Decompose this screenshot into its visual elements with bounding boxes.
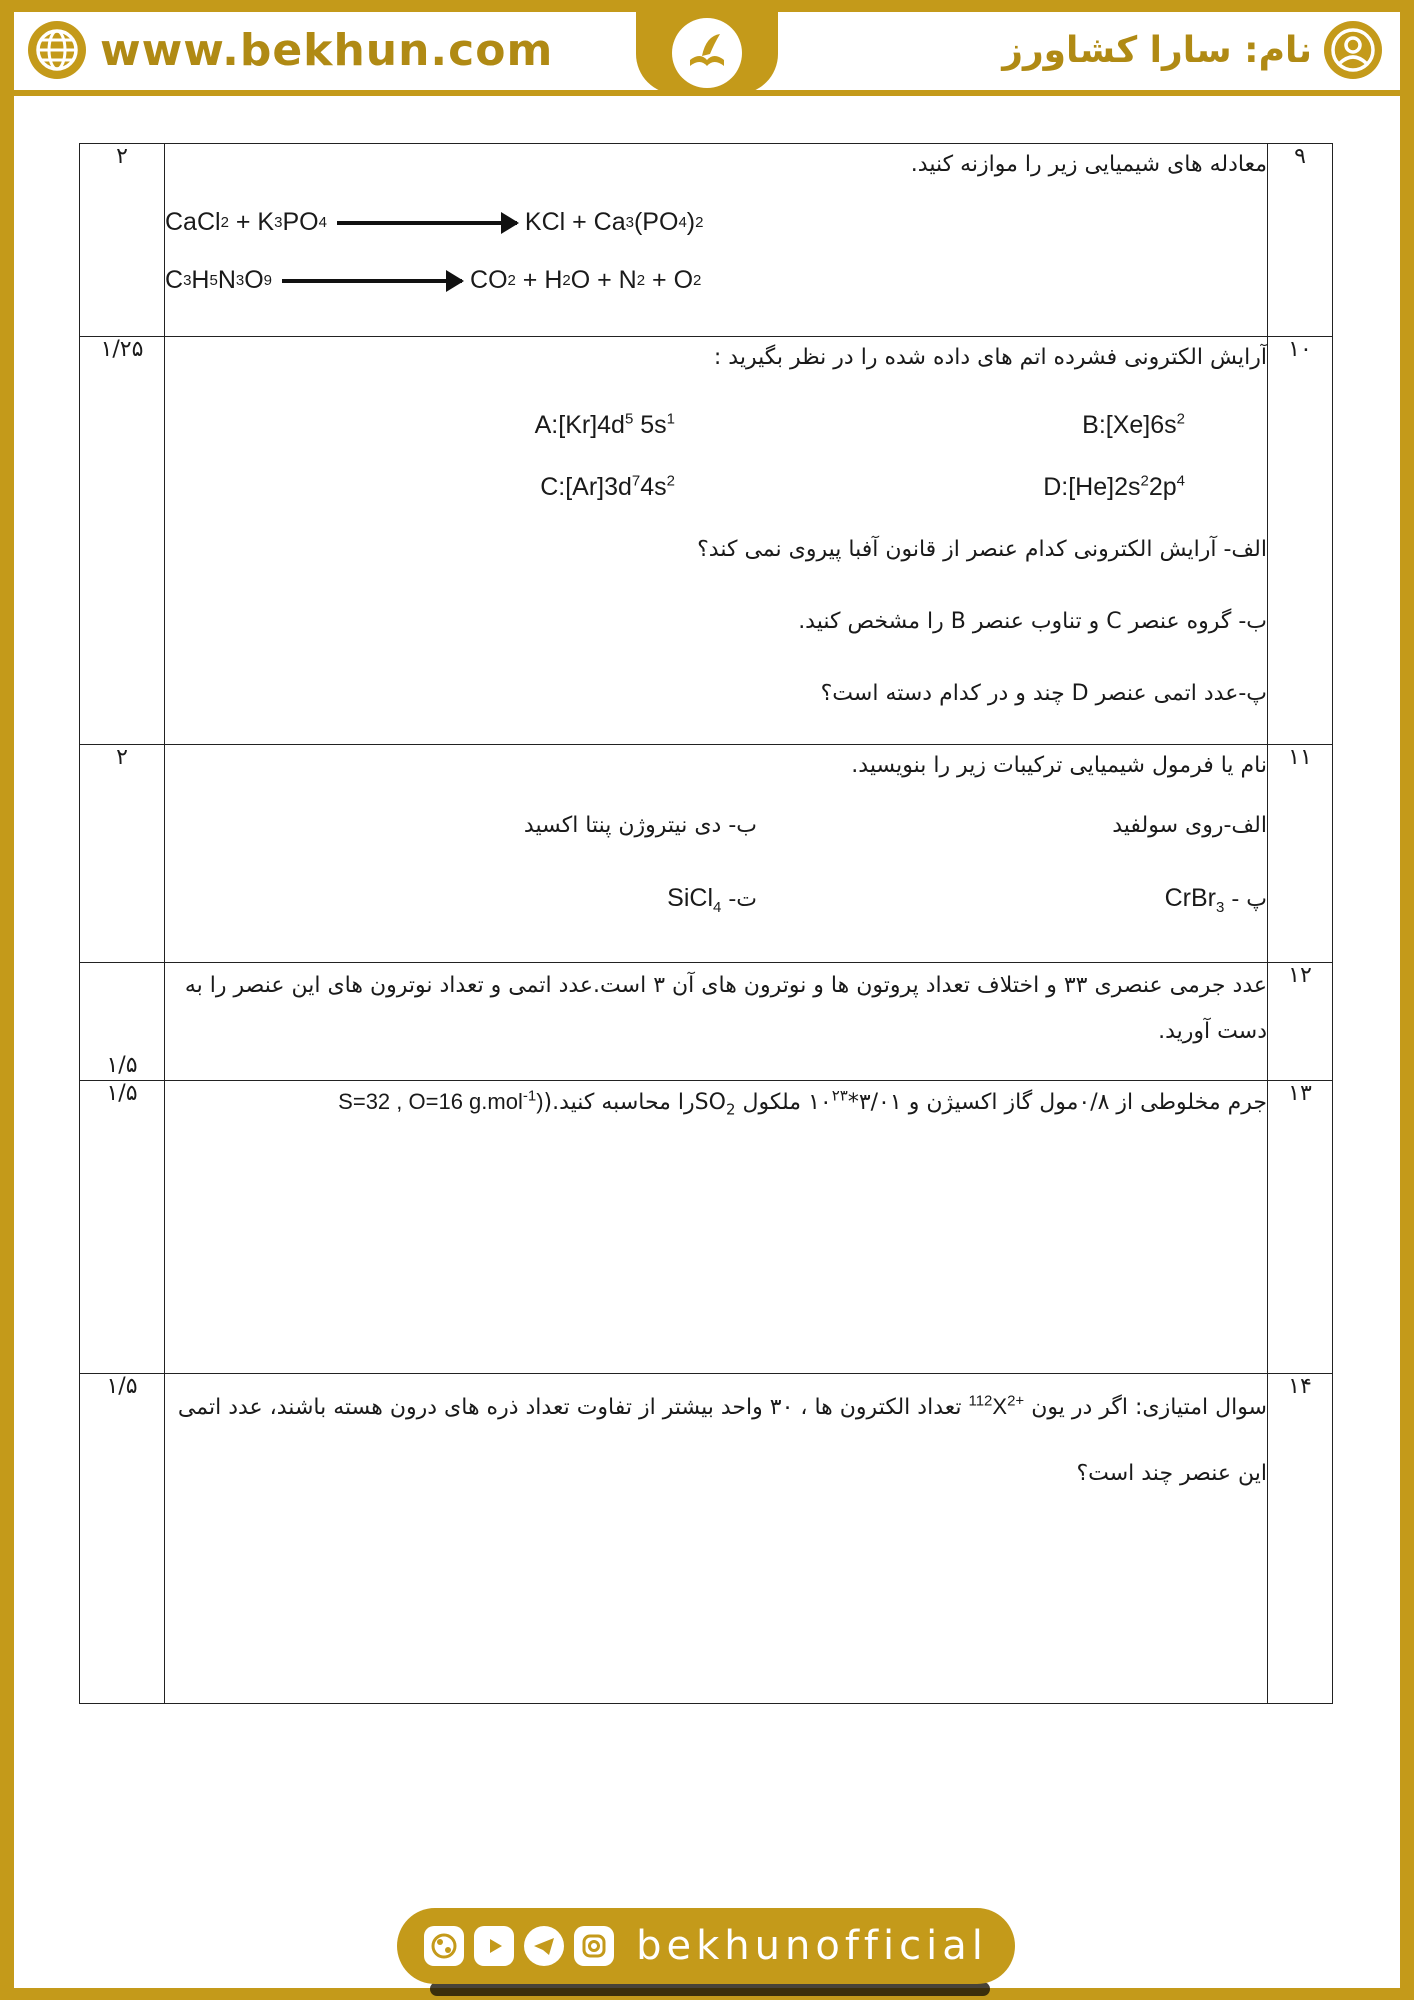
page-header <box>14 12 1400 92</box>
question-prompt: معادله های شیمیایی زیر را موازنه کنید. <box>910 152 1267 177</box>
electron-configs-row-2 <box>165 457 1267 519</box>
aparat-icon[interactable] <box>424 1926 464 1966</box>
question-number: ۱۳ <box>1268 1081 1333 1374</box>
question-score: ۱/۲۵ <box>80 337 165 745</box>
question-part: پ-عدد اتمی عنصر D چند و در کدام دسته است؟ <box>820 680 1267 706</box>
website-text: www.bekhun.com <box>100 24 554 76</box>
question-row <box>80 1081 1333 1374</box>
question-part: ب- گروه عنصر C و تناوب عنصر B را مشخص کنید. <box>798 608 1267 634</box>
question-row <box>80 337 1333 745</box>
question-score: ۲ <box>80 144 165 337</box>
question-prompt: نام یا فرمول شیمیایی ترکیبات زیر را بنویسید. <box>851 753 1267 778</box>
question-number: ۱۴ <box>1268 1374 1333 1704</box>
telegram-icon[interactable] <box>524 1926 564 1966</box>
brand-logo <box>636 12 778 94</box>
youtube-icon[interactable] <box>474 1926 514 1966</box>
social-handle: bekhunofficial <box>636 1923 988 1969</box>
config-d: $D:[He]2s^22p^4$ <box>1043 472 1185 502</box>
question-number: ۹ <box>1268 144 1333 337</box>
question-score: ۱/۵ <box>80 1081 165 1374</box>
book-logo-icon <box>672 18 742 88</box>
compound-b: ب- دی نیتروژن پنتا اکسید <box>523 812 757 838</box>
question-score: ۱/۵ <box>80 963 165 1081</box>
question-number: ۱۲ <box>1268 963 1333 1081</box>
question-body <box>165 963 1268 1081</box>
header-divider <box>14 90 1400 96</box>
question-body <box>165 144 1268 337</box>
reaction-arrow <box>282 279 462 283</box>
compound-c: پ - CrBr$_3$ <box>1164 883 1267 916</box>
question-number: ۱۱ <box>1268 745 1333 963</box>
reaction-arrow <box>337 221 517 225</box>
question-body <box>165 1374 1268 1704</box>
equation-2: C 3 H 5 N 3 O 9 CO 2 + H 2 O + N 2 + O 2 <box>165 266 702 295</box>
question-number: ۱۰ <box>1268 337 1333 745</box>
question-prompt: آرایش الکترونی فشرده اتم های داده شده را در نظر بگیرید : <box>713 345 1267 370</box>
question-row <box>80 745 1333 963</box>
question-score: ۲ <box>80 745 165 963</box>
config-a: $A:[Kr]4d^5$ $5s^1$ <box>534 410 675 440</box>
student-name: نام: سارا کشاورز <box>1002 29 1312 71</box>
question-body <box>165 1081 1268 1374</box>
question-row <box>80 963 1333 1081</box>
compound-a: الف-روی سولفید <box>1112 812 1267 838</box>
config-b: $B:[Xe]6s^2$ <box>1082 410 1185 440</box>
equation-1: CaCl 2 + K 3 PO 4 KCl + Ca 3 (PO 4 ) 2 <box>165 208 704 237</box>
instagram-icon[interactable] <box>574 1926 614 1966</box>
question-score: ۱/۵ <box>80 1374 165 1704</box>
question-row <box>80 1374 1333 1704</box>
compounds-row-2 <box>165 875 1267 923</box>
student-name-block <box>1002 20 1382 80</box>
questions-table <box>79 143 1333 1704</box>
question-prompt: سوال امتیازی: اگر در یون $^{112}X^{2+}$ تعداد الکترون ها ، ۳۰ واحد بیشتر از تفاوت تعداد ذره های درون هسته باشند، عدد اتمی این عنصر چند است؟ <box>177 1392 1267 1486</box>
footer-shadow <box>430 1982 990 1996</box>
user-icon <box>1324 21 1382 79</box>
question-prompt: جرم مخلوطی از ۰/۸مول گاز اکسیژن و $۳/۰۱*۱۰^{۲۳}$ ملکول $SO_2را$ محاسبه کنید.(S=32 , O=16 g.mol$^{-1}$) <box>338 1086 1267 1119</box>
social-footer[interactable] <box>397 1908 1015 1984</box>
compounds-row-1 <box>165 805 1267 875</box>
compound-d: ت- SiCl$_4$ <box>667 883 757 916</box>
globe-icon <box>28 21 86 79</box>
question-part: الف- آرایش الکترونی کدام عنصر از قانون آفبا پیروی نمی کند؟ <box>697 536 1267 562</box>
question-body <box>165 337 1268 745</box>
question-body <box>165 745 1268 963</box>
electron-configs-row-1 <box>165 395 1267 457</box>
question-row <box>80 144 1333 337</box>
website-link[interactable] <box>28 20 553 80</box>
question-prompt: عدد جرمی عنصری ۳۳ و اختلاف تعداد پروتون ها و نوترون های آن ۳ است.عدد اتمی و تعداد نوترون های این عنصر را به دست آورید. <box>184 973 1267 1045</box>
config-c: $C:[Ar]3d^74s^2$ <box>540 472 675 502</box>
